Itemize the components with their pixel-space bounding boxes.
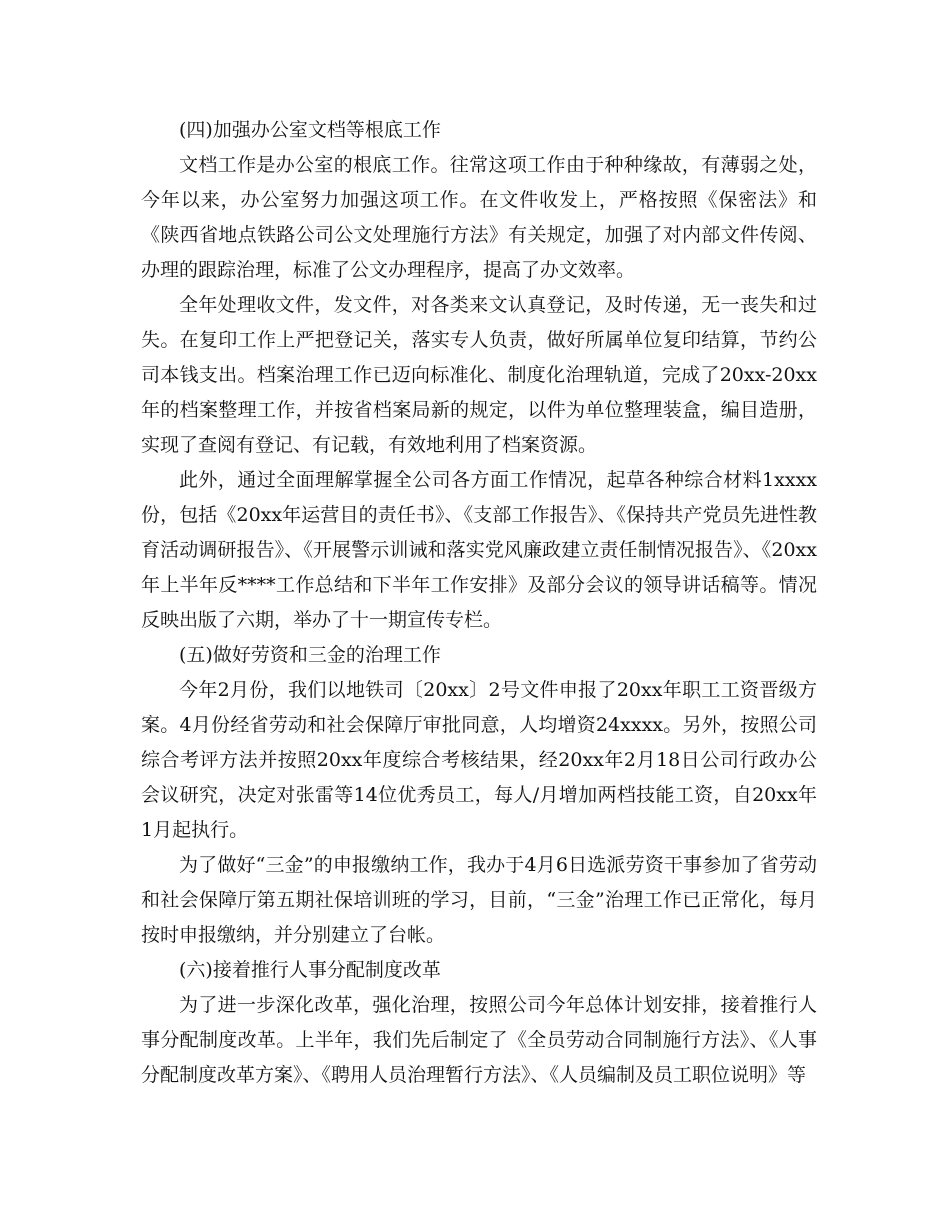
paragraph-archive-work: 文档工作是办公室的根底工作。往常这项工作由于种种缘故，有薄弱之处，今年以来，办公室努力加强这项工作。在文件收发上，严格按照《保密法》和《陕西省地点铁路公司公文处理施行方法》有关规定，加强了对内部文件传阅、办理的跟踪治理，标准了公文办理程序，提高了办文效率。 — [141, 154, 817, 281]
paragraph-three-funds: 为了做好“三金”的申报缴纳工作，我办于4月6日选派劳资干事参加了省劳动和社会保障厅第五期社保培训班的学习，目前，“三金”治理工作已正常化，每月按时申报缴纳，并分别建立了台帐。 — [141, 854, 817, 946]
section-heading-6: (六)接着推行人事分配制度改革 — [179, 959, 441, 981]
document-body — [141, 113, 817, 1093]
section-heading-4: (四)加强办公室文档等根底工作 — [179, 119, 441, 141]
paragraph-document-handling: 全年处理收文件，发文件，对各类来文认真登记，及时传递，无一丧失和过失。在复印工作上严把登记关，落实专人负责，做好所属单位复印结算，节约公司本钱支出。档案治理工作已迈向标准化、制度化治理轨道，完成了20xx-20xx年的档案整理工作，并按省档案局新的规定，以件为单位整理装盒，编目造册，实现了查阅有登记、有记载，有效地利用了档案资源。 — [141, 294, 817, 456]
paragraph-materials-drafting: 此外，通过全面理解掌握全公司各方面工作情况，起草各种综合材料1xxxx份，包括《20xx年运营目的责任书》、《支部工作报告》、《保持共产党员先进性教育活动调研报告》、《开展警示训诫和落实党风廉政建立责任制情况报告》、《20xx年上半年反****工作总结和下半年工作安排》及部分会议的领导讲话稿等。情况反映出版了六期，举办了十一期宣传专栏。 — [141, 469, 817, 631]
paragraph-personnel-reform: 为了进一步深化改革，强化治理，按照公司今年总体计划安排，接着推行人事分配制度改革。上半年，我们先后制定了《全员劳动合同制施行方法》、《人事分配制度改革方案》、《聘用人员治理暂行方法》、《人员编制及员工职位说明》等 — [141, 994, 817, 1086]
paragraph-salary-upgrade: 今年2月份，我们以地铁司〔20xx〕2号文件申报了20xx年职工工资晋级方案。4月份经省劳动和社会保障厅审批同意，人均增资24xxxx。另外，按照公司综合考评方法并按照20xx年度综合考核结果，经20xx年2月18日公司行政办公会议研究，决定对张雷等14位优秀员工，每人/月增加两档技能工资，自20xx年1月起执行。 — [141, 679, 817, 841]
section-heading-5: (五)做好劳资和三金的治理工作 — [179, 644, 441, 666]
